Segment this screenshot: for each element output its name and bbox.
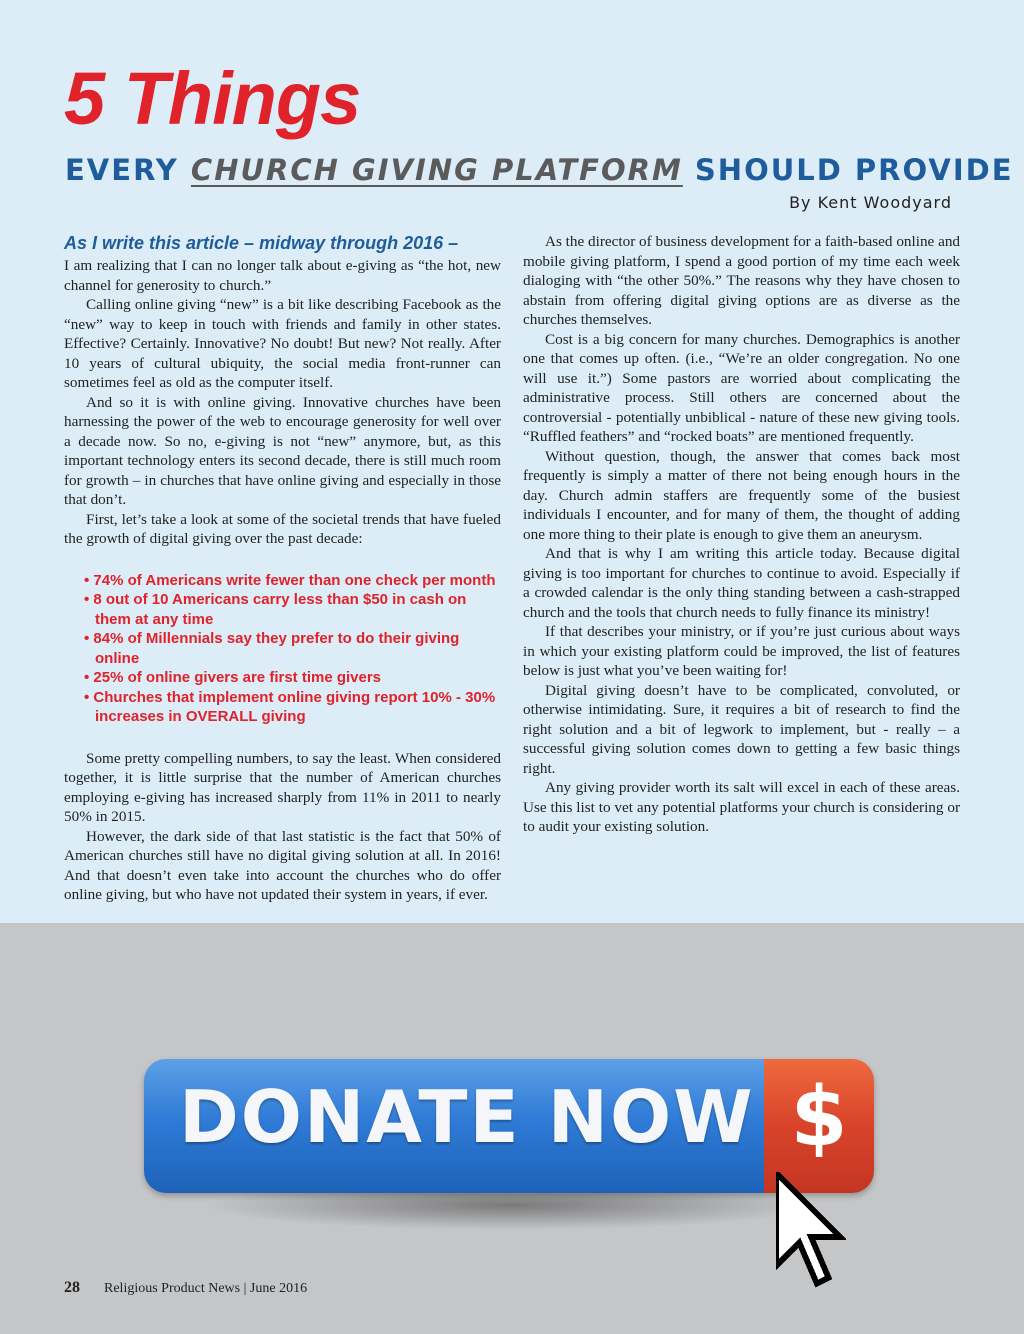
paragraph: Calling online giving “new” is a bit like describing Facebook as the “new” way to keep in touch with friends and family in other states. Effective? Certainly. Innovative? No doubt! But new? Not really. After 10 years of cultural ubiquity, the social media front-runner can sometimes feel as old as the computer itself. [64, 296, 501, 391]
page-number: 28 [64, 1279, 80, 1296]
paragraph: And that is why I am writing this article today. Because digital giving is too important for churches to continue to avoid. Especially if a crowded calendar is the only thing standing between a cash-strapped church and the tools that church needs to fully finance its ministry! [523, 545, 960, 621]
left-column [64, 232, 501, 905]
right-column [523, 232, 960, 837]
paragraph: Any giving provider worth its salt will excel in each of these areas. Use this list to vet any potential platforms your church is considering or to audit your existing solution. [523, 779, 960, 835]
paragraph: Some pretty compelling numbers, to say the least. When considered together, it is little surprise that the number of American churches employing e-giving has increased sharply from 11% in 2011 to nearly 50% in 2015. [64, 749, 501, 825]
paragraph: Digital giving doesn’t have to be complicated, convoluted, or otherwise intimidating. Sure, it requires a bit of research to find the right solution and a bit of legwork to implement, but - really – a successful giving solution comes down to getting a few basic things right. [523, 681, 960, 777]
stats-list [64, 571, 501, 727]
paragraph: And so it is with online giving. Innovative churches have been harnessing the power of the web to encourage generosity for well over a decade now. So no, e-giving is not “new” anymore, but, as this important technology enters its second decade, there is still much room for growth – in churches that have online giving and especially in those that don’t. [64, 393, 501, 508]
subtitle-emphasis: CHURCH GIVING PLATFORM [190, 153, 683, 187]
list-item: • 74% of Americans write fewer than one check per month [84, 571, 501, 591]
subtitle-suffix: SHOULD PROVIDE [682, 153, 1014, 187]
paragraph: Without question, though, the answer that comes back most frequently is simply a matter of there not being enough hours in the day. Church admin staffers are frequently some of the busiest individuals I encounter, and for many of them, the thought of adding one more thing to their plate is enough to give them an aneurysm. [523, 447, 960, 543]
list-item: • Churches that implement online giving report 10% - 30% increases in OVERALL giving [84, 688, 501, 727]
subtitle-prefix: EVERY [65, 153, 191, 187]
list-item: • 25% of online givers are first time givers [84, 668, 501, 688]
list-item: • 8 out of 10 Americans carry less than $50 in cash on them at any time [84, 590, 501, 629]
cursor-arrow-icon [776, 1172, 846, 1290]
byline: By Kent Woodyard [789, 193, 952, 212]
page-subtitle [65, 155, 1014, 187]
page-footer [64, 1279, 307, 1297]
list-item: • 84% of Millennials say they prefer to do their giving online [84, 629, 501, 668]
dollar-icon: $ [790, 1070, 848, 1165]
paragraph: First, let’s take a look at some of the societal trends that have fueled the growth of digital giving over the past decade: [64, 510, 501, 547]
paragraph: However, the dark side of that last statistic is the fact that 50% of American churches still have no digital giving solution at all. In 2016! And that doesn’t even take into account the churches who do offer online giving, but who have not updated their system in years, if ever. [64, 827, 501, 903]
paragraph: As the director of business development for a faith-based online and mobile giving platform, I spend a good portion of my time each week dialoging with “the other 50%.” The reasons why they have chosen to abstain from offering digital giving options are as diverse as the churches themselves. [523, 233, 961, 328]
paragraph: I am realizing that I can no longer talk about e-giving as “the hot, new channel for generosity to church.” [64, 257, 501, 294]
publication-info: Religious Product News | June 2016 [104, 1281, 308, 1296]
paragraph: If that describes your ministry, or if you’re just curious about ways in which your existing platform could be improved, the list of features below is just what you’ve been waiting for! [523, 623, 960, 679]
lead-heading: As I write this article – midway through 2016 – [64, 233, 459, 253]
page-title: 5 Things [64, 57, 361, 140]
donate-button-label: DONATE NOW [179, 1075, 755, 1159]
donate-now-button[interactable] [144, 1059, 874, 1193]
paragraph: Cost is a big concern for many churches. Demographics is another one that comes up often. (i.e., “We’re an older congregation. No one will use it.”) Some pastors are worried about complicating the administrative process. Still others are concerned about the controversial - potentially unbiblical - nature of these new giving tools. “Ruffled feathers” and “rocked boats” are mentioned frequently. [523, 330, 960, 445]
